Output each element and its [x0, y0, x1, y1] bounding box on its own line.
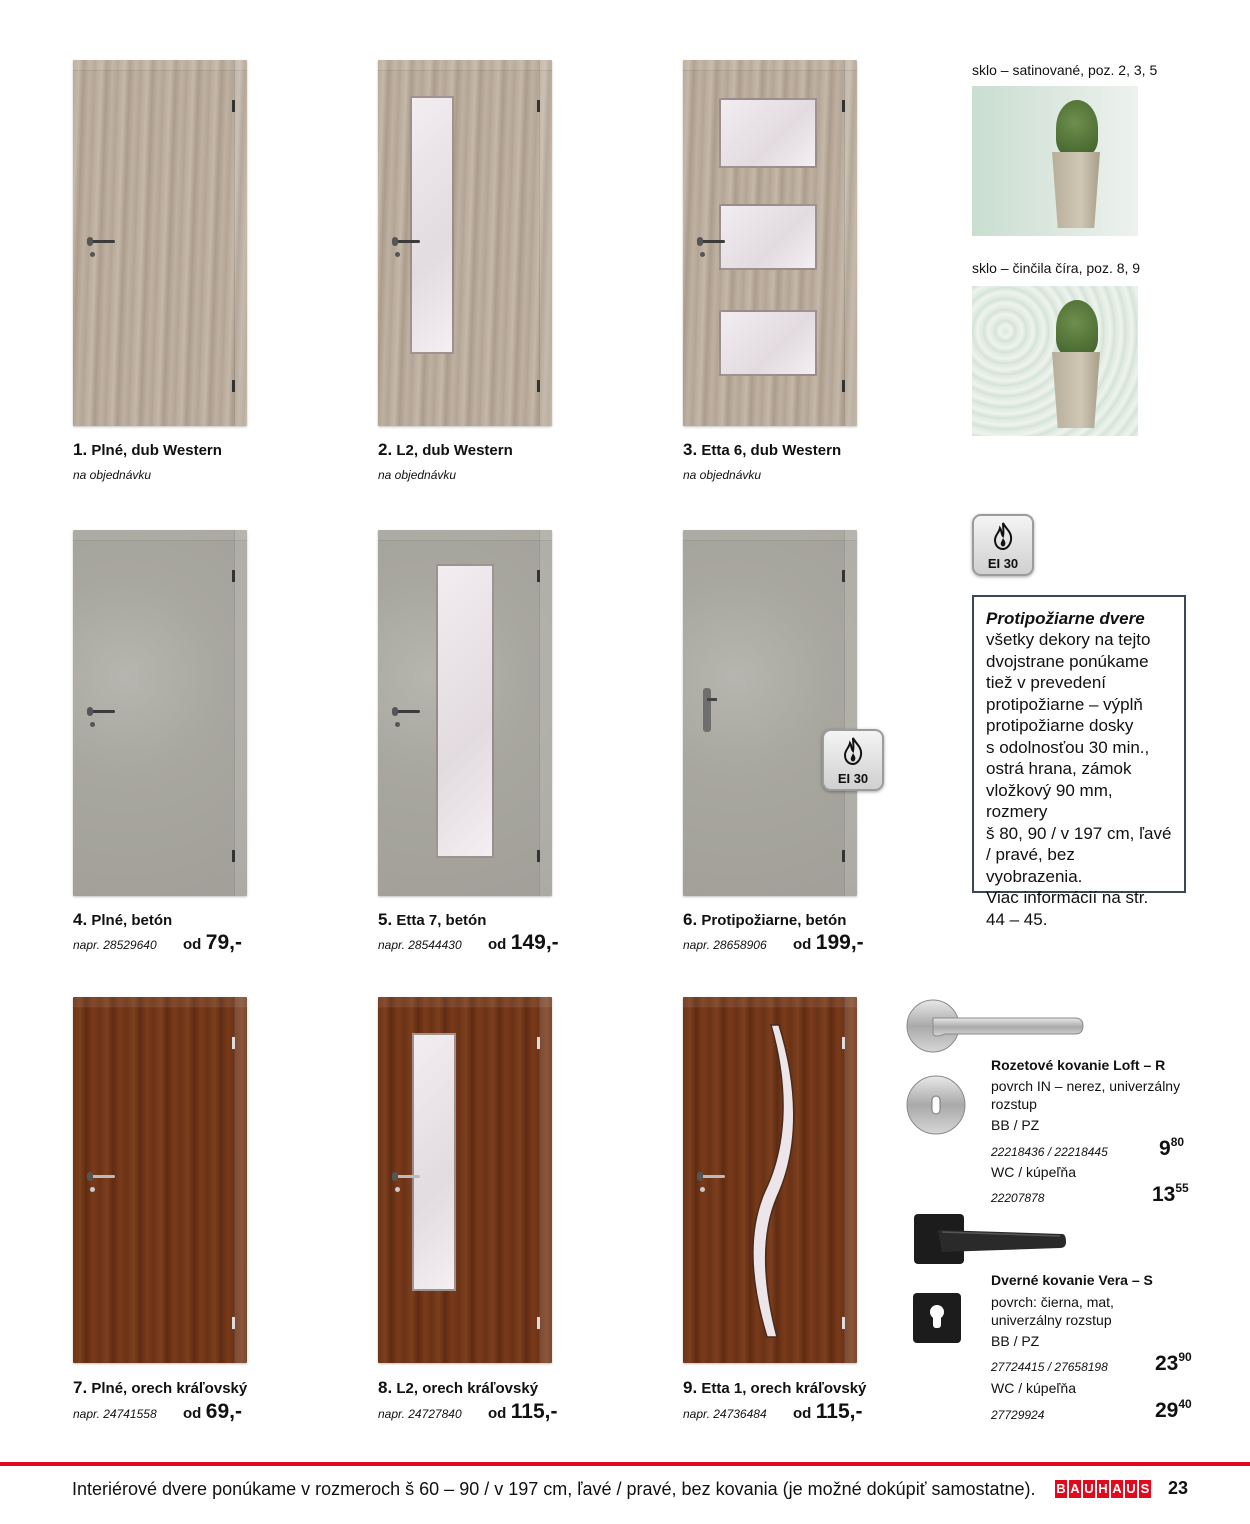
- door-code-8: napr. 24727840: [378, 1407, 462, 1421]
- door-title-6: 6. Protipožiarne, betón: [683, 910, 847, 929]
- door-handle: [703, 688, 711, 732]
- glass-sample-chinchilla: [972, 286, 1138, 436]
- door-image-9: [683, 997, 857, 1363]
- door-code-5: napr. 28544430: [378, 938, 462, 952]
- door-price-8: od 115,-: [488, 1400, 558, 1423]
- hardware-desc: povrch IN – nerez, univerzálny: [991, 1078, 1181, 1094]
- hardware-code: 22218436 / 22218445: [991, 1145, 1108, 1159]
- door-title-4: 4. Plné, betón: [73, 910, 173, 929]
- hardware-price: $9^{80}$: [1159, 1135, 1185, 1160]
- door-price-5: od 149,-: [488, 931, 559, 954]
- brand-letter: B: [1056, 1481, 1066, 1496]
- door-handle: [89, 710, 115, 713]
- footer-divider: [0, 1462, 1250, 1466]
- door-handle: [89, 240, 115, 243]
- hardware-title-vera-s: Dverné kovanie Vera – S: [991, 1272, 1153, 1288]
- hardware-code: 27729924: [991, 1408, 1045, 1422]
- hardware-desc: povrch: čierna, mat,: [991, 1294, 1114, 1310]
- brand-letter: H: [1098, 1481, 1108, 1496]
- hardware-variant: BB / PZ: [991, 1117, 1040, 1133]
- fire-rating-badge: [972, 514, 1034, 576]
- door-note-2: na objednávku: [378, 468, 457, 482]
- door-image-4: [73, 530, 247, 896]
- brand-letter: U: [1084, 1481, 1094, 1496]
- hardware-code: 22207878: [991, 1191, 1045, 1205]
- door-handle: [394, 240, 420, 243]
- door-price-6: od 199,-: [793, 931, 864, 954]
- door-title-2: 2. L2, dub Western: [378, 440, 513, 459]
- door-image-5: [378, 530, 552, 896]
- curved-glass-panel: [743, 1021, 803, 1341]
- glass-panel: [719, 98, 817, 168]
- glass-panel: [719, 204, 817, 270]
- hardware-title-loft-r: Rozetové kovanie Loft – R: [991, 1057, 1166, 1073]
- hardware-desc: rozstup: [991, 1096, 1037, 1112]
- door-title-3: 3. Etta 6, dub Western: [683, 440, 842, 459]
- door-price-4: od 79,-: [183, 931, 242, 954]
- brand-letter: A: [1112, 1481, 1122, 1496]
- flame-icon: [992, 522, 1014, 550]
- door-code-4: napr. 28529640: [73, 938, 157, 952]
- glass-panel: [436, 564, 494, 858]
- glass-label-chinchilla: sklo – činčila číra, poz. 8, 9: [972, 260, 1141, 276]
- door-image-1: [73, 60, 247, 426]
- info-title: Protipožiarne dvere: [986, 609, 1145, 628]
- fire-rating-label: EI 30: [987, 556, 1019, 571]
- door-handle: [394, 710, 420, 713]
- door-handle: [699, 1175, 725, 1178]
- door-price-9: od 115,-: [793, 1400, 863, 1423]
- fire-rating-label: EI 30: [837, 771, 869, 786]
- hardware-code: 27724415 / 27658198: [991, 1360, 1108, 1374]
- door-title-5: 5. Etta 7, betón: [378, 910, 487, 929]
- glass-panel: [410, 96, 454, 354]
- fire-rating-badge-door: [822, 729, 884, 791]
- loft-r-handle-image: [905, 998, 1087, 1058]
- hardware-price: $29^{40}$: [1155, 1397, 1192, 1422]
- loft-r-rosette-image: [905, 1074, 967, 1136]
- vera-s-handle-image: [912, 1212, 1068, 1268]
- footer-note: Interiérové dvere ponúkame v rozmeroch š 60 – 90 / v 197 cm, ľavé / pravé, bez kovania (je možné dokúpiť samostatne).: [72, 1479, 1036, 1499]
- glass-sample-satin: [972, 86, 1138, 236]
- hardware-price: $13^{55}$: [1152, 1181, 1189, 1206]
- door-title-1: 1. Plné, dub Western: [73, 440, 222, 459]
- door-price-7: od 69,-: [183, 1400, 242, 1423]
- door-image-6: [683, 530, 857, 896]
- bauhaus-logo: [1055, 1480, 1151, 1498]
- brand-letter: A: [1070, 1481, 1080, 1496]
- hardware-desc: univerzálny rozstup: [991, 1312, 1112, 1328]
- door-image-7: [73, 997, 247, 1363]
- hardware-price: $23^{90}$: [1155, 1350, 1192, 1375]
- hardware-variant: BB / PZ: [991, 1333, 1040, 1349]
- fire-door-info-box: [972, 595, 1186, 929]
- vera-s-rosette-image: [912, 1292, 962, 1344]
- door-code-7: napr. 24741558: [73, 1407, 157, 1421]
- door-handle: [699, 240, 725, 243]
- door-handle: [394, 1175, 420, 1178]
- glass-panel: [719, 310, 817, 376]
- info-body: všetky dekory na tejto dvojstrane ponúkame tiež v prevedení protipožiarne – výplň protipožiarne dosky s odolnosťou 30 min., ostrá hrana, zámok vložkový 90 mm, rozmery š 80, 90 / v 197 cm, ľavé / pravé, bez vyobrazenia. Viac informácií na str. 44 – 45.: [986, 630, 1172, 929]
- door-title-7: 7. Plné, orech kráľovský: [73, 1378, 248, 1397]
- door-title-9: 9. Etta 1, orech kráľovský: [683, 1378, 867, 1397]
- brand-letter: S: [1140, 1481, 1150, 1496]
- door-handle: [89, 1175, 115, 1178]
- door-note-1: na objednávku: [73, 468, 152, 482]
- door-image-3: [683, 60, 857, 426]
- door-code-9: napr. 24736484: [683, 1407, 767, 1421]
- flame-icon: [842, 737, 864, 765]
- door-title-8: 8. L2, orech kráľovský: [378, 1378, 539, 1397]
- page-number: 23: [1168, 1478, 1189, 1498]
- hardware-variant: WC / kúpeľňa: [991, 1380, 1077, 1396]
- hardware-variant: WC / kúpeľňa: [991, 1164, 1077, 1180]
- glass-label-satin: sklo – satinované, poz. 2, 3, 5: [972, 62, 1158, 78]
- glass-panel: [412, 1033, 456, 1291]
- door-image-8: [378, 997, 552, 1363]
- door-image-2: [378, 60, 552, 426]
- brand-letter: U: [1126, 1481, 1136, 1496]
- door-note-3: na objednávku: [683, 468, 762, 482]
- door-code-6: napr. 28658906: [683, 938, 767, 952]
